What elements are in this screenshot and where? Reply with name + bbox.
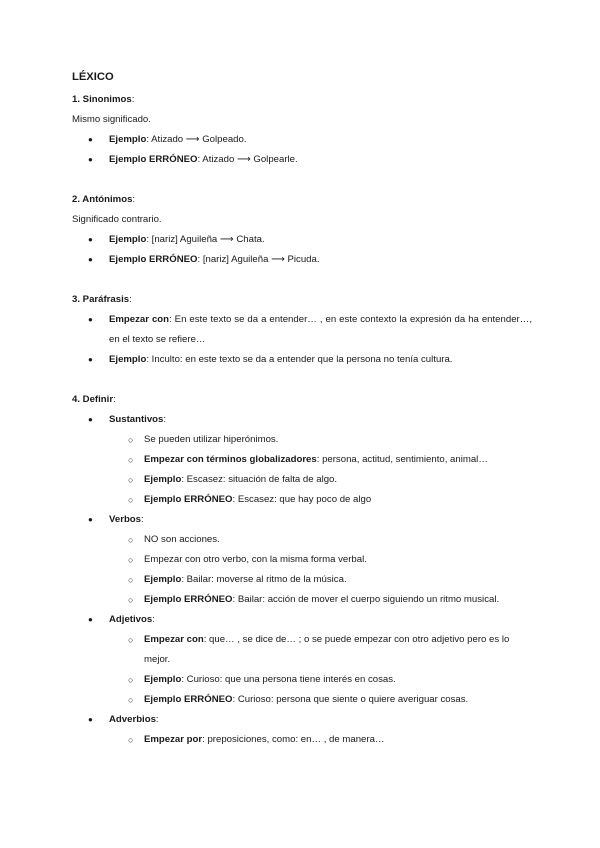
section-intro: Mismo significado. xyxy=(72,114,151,125)
blank-line xyxy=(72,370,532,390)
circle-bullet-icon: ○ xyxy=(128,695,134,705)
circle-bullet-icon: ○ xyxy=(128,595,134,605)
circle-bullet-icon: ○ xyxy=(128,575,134,585)
sub-list-item: ○ Empezar con otro verbo, con la misma forma verbal. xyxy=(72,550,532,570)
circle-bullet-icon: ○ xyxy=(128,535,134,545)
group-sustantivos: ● Sustantivos: xyxy=(72,410,532,430)
section-heading-antonimos: 2. Antónimos: xyxy=(72,194,136,205)
circle-bullet-icon: ○ xyxy=(128,475,134,485)
sub-list-item: ○ Empezar con términos globalizadores: persona, actitud, sentimiento, animal… xyxy=(72,450,532,470)
bullet-list xyxy=(72,310,532,370)
blank-line xyxy=(72,170,532,190)
circle-bullet-icon: ○ xyxy=(128,735,134,745)
circle-bullet-icon: ○ xyxy=(128,675,134,685)
bullet-list xyxy=(72,130,532,170)
circle-bullet-icon: ○ xyxy=(128,635,134,645)
sub-list-item: ○ Ejemplo: Escasez: situación de falta de algo. xyxy=(72,470,532,490)
list-item: ● Ejemplo ERRÓNEO: Atizado ⟶ Golpearle. xyxy=(72,150,532,170)
bullet-list xyxy=(72,410,532,750)
group-verbos: ● Verbos: xyxy=(72,510,532,530)
bullet-icon: ● xyxy=(88,155,93,164)
bullet-list xyxy=(72,230,532,270)
section-heading-sinonimos: 1. Sinonimos: xyxy=(72,94,135,105)
bullet-icon: ● xyxy=(88,615,93,624)
group-adverbios: ● Adverbios: xyxy=(72,710,532,730)
bullet-icon: ● xyxy=(88,235,93,244)
sub-list-item: ○ Ejemplo: Bailar: moverse al ritmo de la música. xyxy=(72,570,532,590)
list-item: ● Ejemplo: Inculto: en este texto se da a entender que la persona no tenía cultura. xyxy=(72,350,532,370)
page-title: LÉXICO xyxy=(72,71,114,83)
sub-list-item: ○ Ejemplo ERRÓNEO: Curioso: persona que siente o quiere averiguar cosas. xyxy=(72,690,532,710)
circle-bullet-icon: ○ xyxy=(128,455,134,465)
bullet-icon: ● xyxy=(88,415,93,424)
sub-list-item: ○ Empezar con: que… , se dice de… ; o se puede empezar con otro adjetivo pero es lo mejor. xyxy=(72,630,532,670)
section-heading-definir: 4. Definir: xyxy=(72,394,116,405)
list-item: ● Ejemplo: [nariz] Aguileña ⟶ Chata. xyxy=(72,230,532,250)
list-item: ● Ejemplo ERRÓNEO: [nariz] Aguileña ⟶ Picuda. xyxy=(72,250,532,270)
bullet-icon: ● xyxy=(88,315,93,324)
section-intro: Significado contrario. xyxy=(72,214,162,225)
sub-list-item: ○ NO son acciones. xyxy=(72,530,532,550)
sub-list-item: ○ Ejemplo: Curioso: que una persona tiene interés en cosas. xyxy=(72,670,532,690)
bullet-icon: ● xyxy=(88,255,93,264)
document-page xyxy=(72,70,532,750)
group-adjetivos: ● Adjetivos: xyxy=(72,610,532,630)
sub-list-item: ○ Se pueden utilizar hiperónimos. xyxy=(72,430,532,450)
sub-list-item: ○ Ejemplo ERRÓNEO: Bailar: acción de mover el cuerpo siguiendo un ritmo musical. xyxy=(72,590,532,610)
list-item: ● Ejemplo: Atizado ⟶ Golpeado. xyxy=(72,130,532,150)
section-heading-parafrasis: 3. Paráfrasis: xyxy=(72,294,132,305)
circle-bullet-icon: ○ xyxy=(128,555,134,565)
blank-line xyxy=(72,270,532,290)
bullet-icon: ● xyxy=(88,135,93,144)
bullet-icon: ● xyxy=(88,515,93,524)
circle-bullet-icon: ○ xyxy=(128,435,134,445)
circle-bullet-icon: ○ xyxy=(128,495,134,505)
sub-list-item: ○ Ejemplo ERRÓNEO: Escasez: que hay poco de algo xyxy=(72,490,532,510)
bullet-icon: ● xyxy=(88,355,93,364)
bullet-icon: ● xyxy=(88,715,93,724)
list-item: ● Empezar con: En este texto se da a entender… , en este contexto la expresión da ha entender…, en el texto se refiere… xyxy=(72,310,532,350)
sub-list-item: ○ Empezar por: preposiciones, como: en… , de manera… xyxy=(72,730,532,750)
